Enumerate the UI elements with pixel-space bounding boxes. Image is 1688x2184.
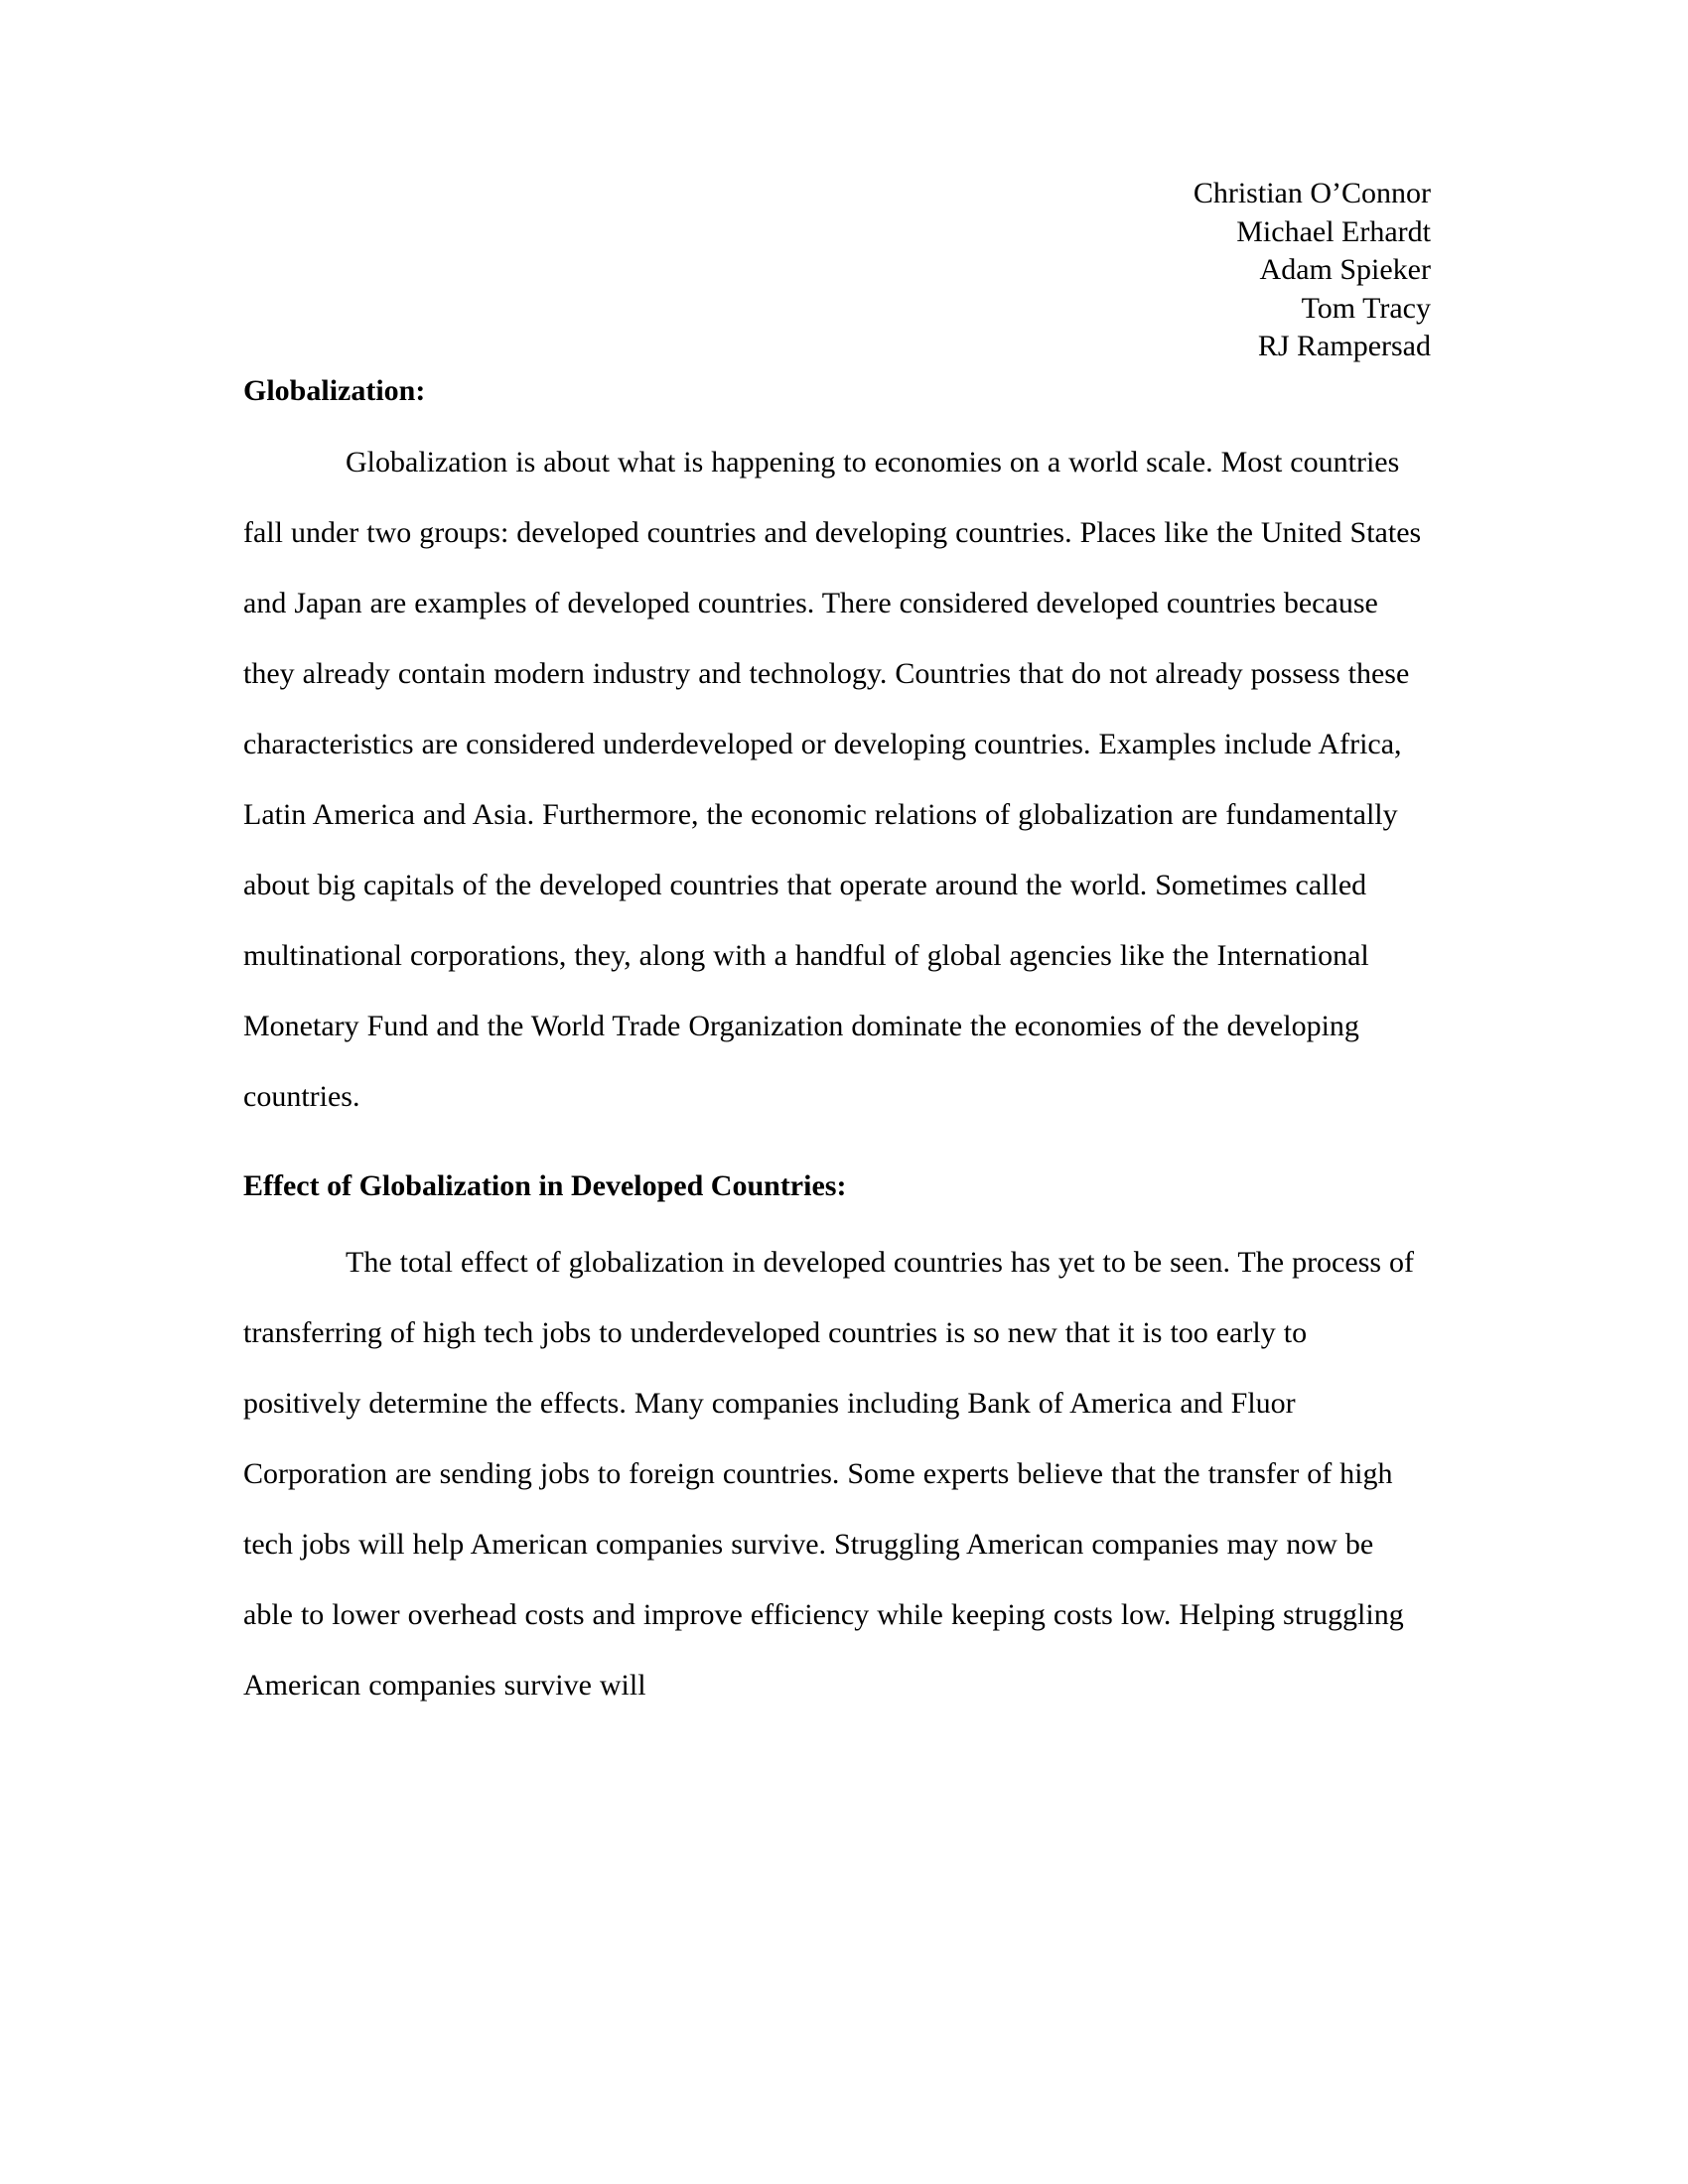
section-heading-globalization: Globalization:	[243, 373, 426, 407]
section-paragraph-globalization: Globalization is about what is happening to economies on a world scale. Most countries fall under two groups: developed countries and developing countries. Places like the United States and Japan are examples of developed countries. There considered developed countries because they already contain modern industry and technology. Countries that do not already possess these characteristics are considered underdeveloped or developing countries. Examples include Africa, Latin America and Asia. Furthermore, the economic relations of globalization are fundamentally about big capitals of the developed countries that operate around the world. Sometimes called multinational corporations, they, along with a handful of global agencies like the International Monetary Fund and the World Trade Organization dominate the economies of the developing countries.	[243, 445, 1422, 1113]
author-name: Christian O’Connor	[1193, 177, 1431, 209]
section-paragraph-effect-developed-countries: The total effect of globalization in developed countries has yet to be seen. The process of transferring of high tech jobs to underdeveloped countries is so new that it is too early to positively determine the effects. Many companies including Bank of America and Fluor Corporation are sending jobs to foreign countries. Some experts believe that the transfer of high tech jobs will help American companies survive. Struggling American companies may now be able to lower overhead costs and improve efficiency while keeping costs low. Helping struggling American companies survive will	[243, 1245, 1415, 1702]
author-name: Tom Tracy	[1301, 291, 1431, 325]
author-name: Michael Erhardt	[1236, 214, 1431, 248]
author-name: Adam Spieker	[1259, 253, 1431, 286]
author-block	[243, 175, 1431, 366]
section-heading-effect-developed-countries: Effect of Globalization in Developed Countries:	[243, 1168, 847, 1202]
author-name: RJ Rampersad	[1257, 330, 1431, 362]
document-body	[243, 175, 1431, 1720]
